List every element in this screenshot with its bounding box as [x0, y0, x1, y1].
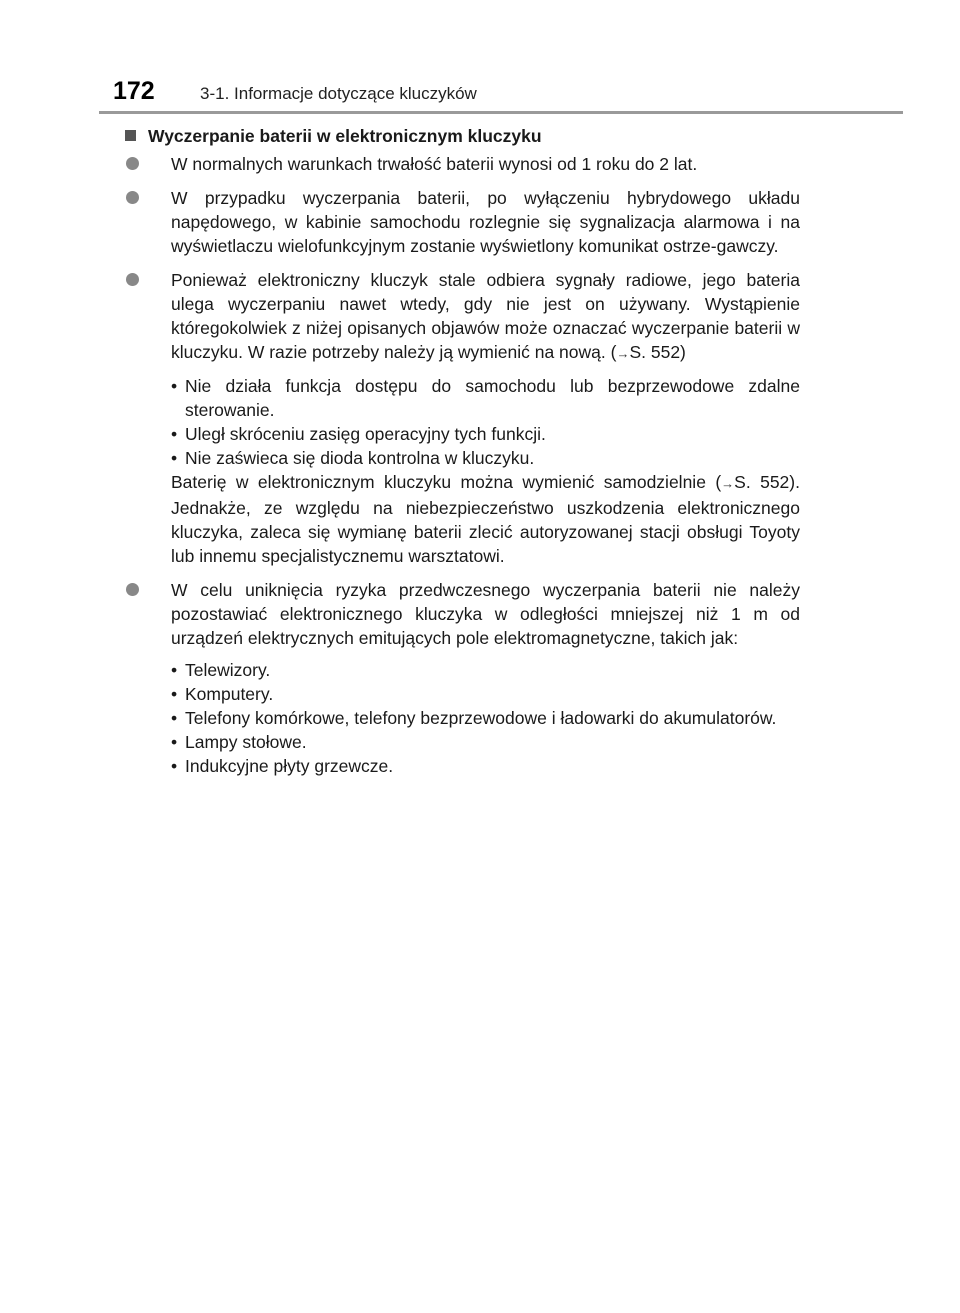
round-bullet-icon	[126, 273, 139, 286]
dot-bullet: •	[171, 448, 178, 468]
arrow-right-icon: →	[616, 346, 630, 361]
dot-bullet: •	[171, 660, 178, 680]
list-item	[171, 682, 800, 706]
list-item	[171, 658, 800, 682]
list-item-text: Uległ skróceniu zasięg operacyjny tych funkcji.	[185, 424, 546, 444]
note-text: Baterię w elektronicznym kluczyku można wymienić samodzielnie (	[171, 472, 722, 492]
list-item	[171, 706, 800, 730]
list-item-text: Nie zaświeca się dioda kontrolna w kluczyku.	[185, 448, 535, 468]
bullet-item	[125, 578, 800, 650]
bullet-text: W celu uniknięcia ryzyka przedwczesnego wyczerpania baterii nie należy pozostawiać elektronicznego kluczyka w odległości mniejszej niż 1 m od urządzeń elektrycznych emitujących pole elektromagnetyczne, takich jak:	[171, 580, 800, 648]
dot-bullet: •	[171, 708, 178, 728]
page-reference[interactable]: S. 552)	[629, 342, 686, 362]
dot-bullet: •	[171, 684, 178, 704]
content-body	[125, 152, 800, 788]
section-heading-text: Wyczerpanie baterii w elektronicznym kluczyku	[148, 126, 542, 146]
bullet-item	[125, 186, 800, 258]
dot-bullet: •	[171, 756, 178, 776]
round-bullet-icon	[126, 191, 139, 204]
page-number: 172	[113, 77, 155, 105]
list-item-text: Indukcyjne płyty grzewcze.	[185, 756, 394, 776]
list-item	[171, 730, 800, 754]
bullet-text: W przypadku wyczerpania baterii, po wyłączeniu hybrydowego układu napędowego, w kabinie samochodu rozlegnie się sygnalizacja alarmowa i na wyświetlaczu wielofunkcyjnym zostanie wyświetlony komunikat ostrze-gawczy.	[171, 188, 800, 256]
section-heading	[125, 124, 805, 148]
list-item-text: Komputery.	[185, 684, 274, 704]
arrow-right-icon: →	[721, 476, 735, 491]
bullet-text: W normalnych warunkach trwałość baterii wynosi od 1 roku do 2 lat.	[171, 154, 698, 174]
bullet-item	[125, 152, 800, 176]
list-item	[171, 754, 800, 778]
square-bullet-icon	[125, 130, 136, 141]
page-reference[interactable]: S. 552).	[734, 472, 800, 492]
list-item	[171, 374, 800, 422]
bullet-item	[125, 268, 800, 366]
dot-bullet: •	[171, 424, 178, 444]
bullet-text	[171, 268, 800, 366]
round-bullet-icon	[126, 583, 139, 596]
symptom-list	[171, 374, 800, 470]
symptom-block	[125, 374, 800, 568]
replacement-note	[171, 470, 800, 568]
bullet-text-main: Ponieważ elektroniczny kluczyk stale odbiera sygnały radiowe, jego bateria ulega wyczerpaniu nawet wtedy, gdy nie jest on używany. Wystąpienie któregokolwiek z niżej opisanych objawów może oznaczać wyczerpanie baterii w kluczyku. W razie potrzeby należy ją wymienić na nową. (	[171, 270, 800, 362]
list-item	[171, 446, 800, 470]
devices-block	[125, 658, 800, 778]
list-item-text: Telewizory.	[185, 660, 271, 680]
list-item-text: Lampy stołowe.	[185, 732, 307, 752]
page-header-title: 3-1. Informacje dotyczące kluczyków	[200, 84, 477, 103]
list-item	[171, 422, 800, 446]
list-item-text: Nie działa funkcja dostępu do samochodu lub bezprzewodowe zdalne sterowanie.	[185, 376, 800, 420]
list-item-text: Telefony komórkowe, telefony bezprzewodowe i ładowarki do akumulatorów.	[185, 708, 777, 728]
header-divider	[99, 111, 903, 114]
dot-bullet: •	[171, 376, 178, 396]
devices-list	[171, 658, 800, 778]
round-bullet-icon	[126, 157, 139, 170]
dot-bullet: •	[171, 732, 178, 752]
note-text-continued: Jednakże, ze względu na niebezpieczeństwo uszkodzenia elektronicznego kluczyka, zaleca się wymianę baterii zlecić autoryzowanej stacji obsługi Toyoty lub innemu specjalistycznemu warsztatowi.	[171, 498, 800, 566]
